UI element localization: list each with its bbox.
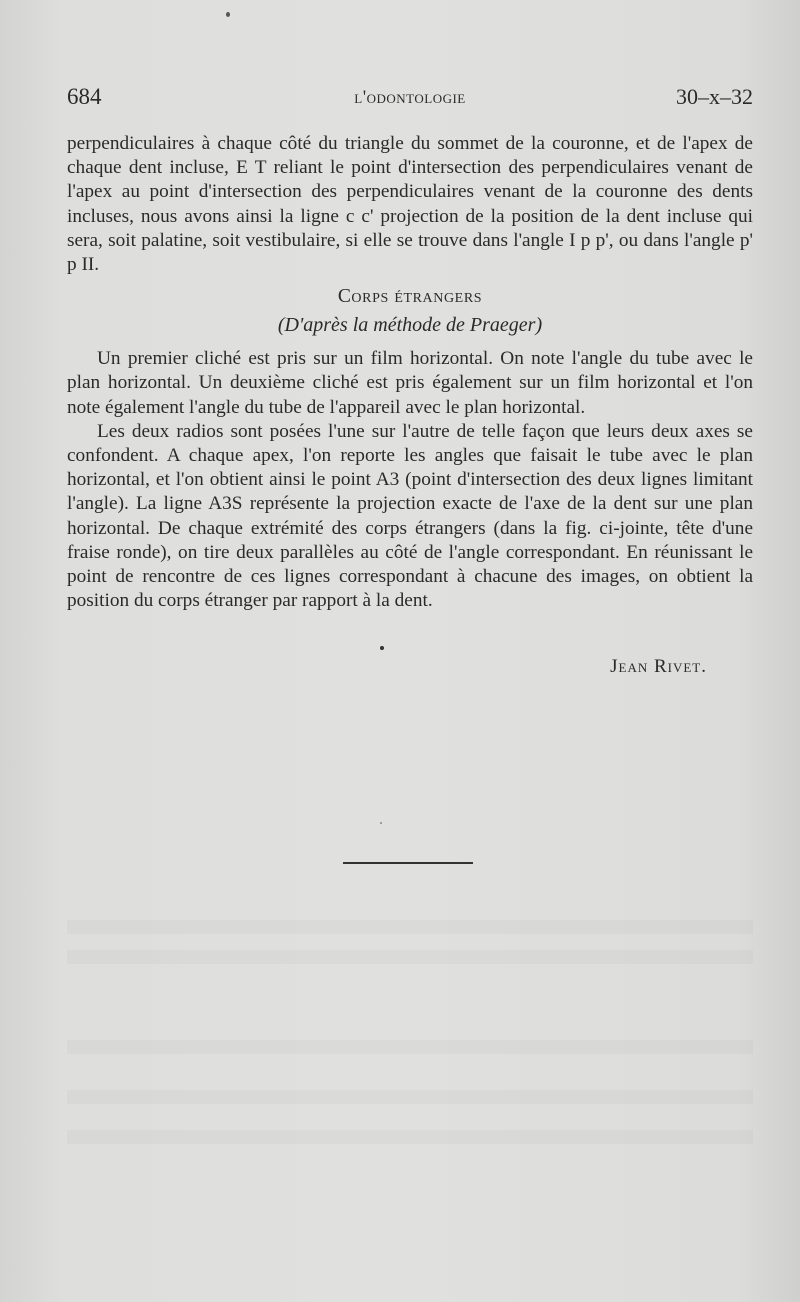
show-through-line: [67, 920, 753, 934]
show-through-line: [67, 1040, 753, 1054]
paragraph-continuation: perpendiculaires à chaque côté du triangle du sommet de la couronne, et de l'apex de chaque dent incluse, E T reliant le point d'intersection des perpendiculaires venant de l'apex au point d'intersection des perpendiculaires venant de la couronne des dents incluses, nous avons ainsi la ligne c c' projection de la position de la dent incluse qui sera, soit palatine, soit vestibulaire, si elle se trouve dans l'angle I p p', ou dans l'angle p' p II.: [67, 133, 753, 276]
issue-date: 30–x–32: [676, 84, 753, 109]
body-text: [67, 132, 753, 613]
section-title: Corps étrangers: [337, 286, 483, 308]
paragraph-method: Un premier cliché est pris sur un film horizontal. On note l'angle du tube avec le plan horizontal. Un deuxième cliché est pris également sur un film horizontal et l'on note également l'angle du tube de l'appareil avec le plan horizontal.: [67, 348, 753, 418]
ink-speck: [226, 12, 230, 17]
journal-title: l'odontologie: [354, 87, 466, 108]
page-number: 684: [67, 84, 102, 109]
print-dot: [380, 822, 382, 824]
paragraph-procedure: Les deux radios sont posées l'une sur l'autre de telle façon que leurs deux axes se confondent. A chaque apex, l'on reporte les angles que faisait le tube avec le plan horizontal, et l'on obtient ainsi le point A3 (point d'intersection des deux lignes limitant l'angle). La ligne A3S représente la projection exacte de l'axe de la dent sur une plan horizontal. De chaque extrémité des corps étrangers (dans la fig. ci-jointe, tête d'une fraise ronde), on tire deux parallèles au côté de l'angle correspondant. En réunissant le point de rencontre de ces lignes correspondant à chacune des images, on obtient la position du corps étranger par rapport à la dent.: [67, 420, 753, 612]
show-through-line: [67, 1130, 753, 1144]
print-dot: [380, 646, 384, 650]
show-through-line: [67, 1090, 753, 1104]
running-head: [67, 84, 753, 114]
section-subtitle: (D'après la méthode de Praeger): [277, 314, 543, 337]
show-through-line: [67, 950, 753, 964]
end-rule: [343, 862, 473, 864]
author-signature: Jean Rivet.: [610, 656, 707, 677]
